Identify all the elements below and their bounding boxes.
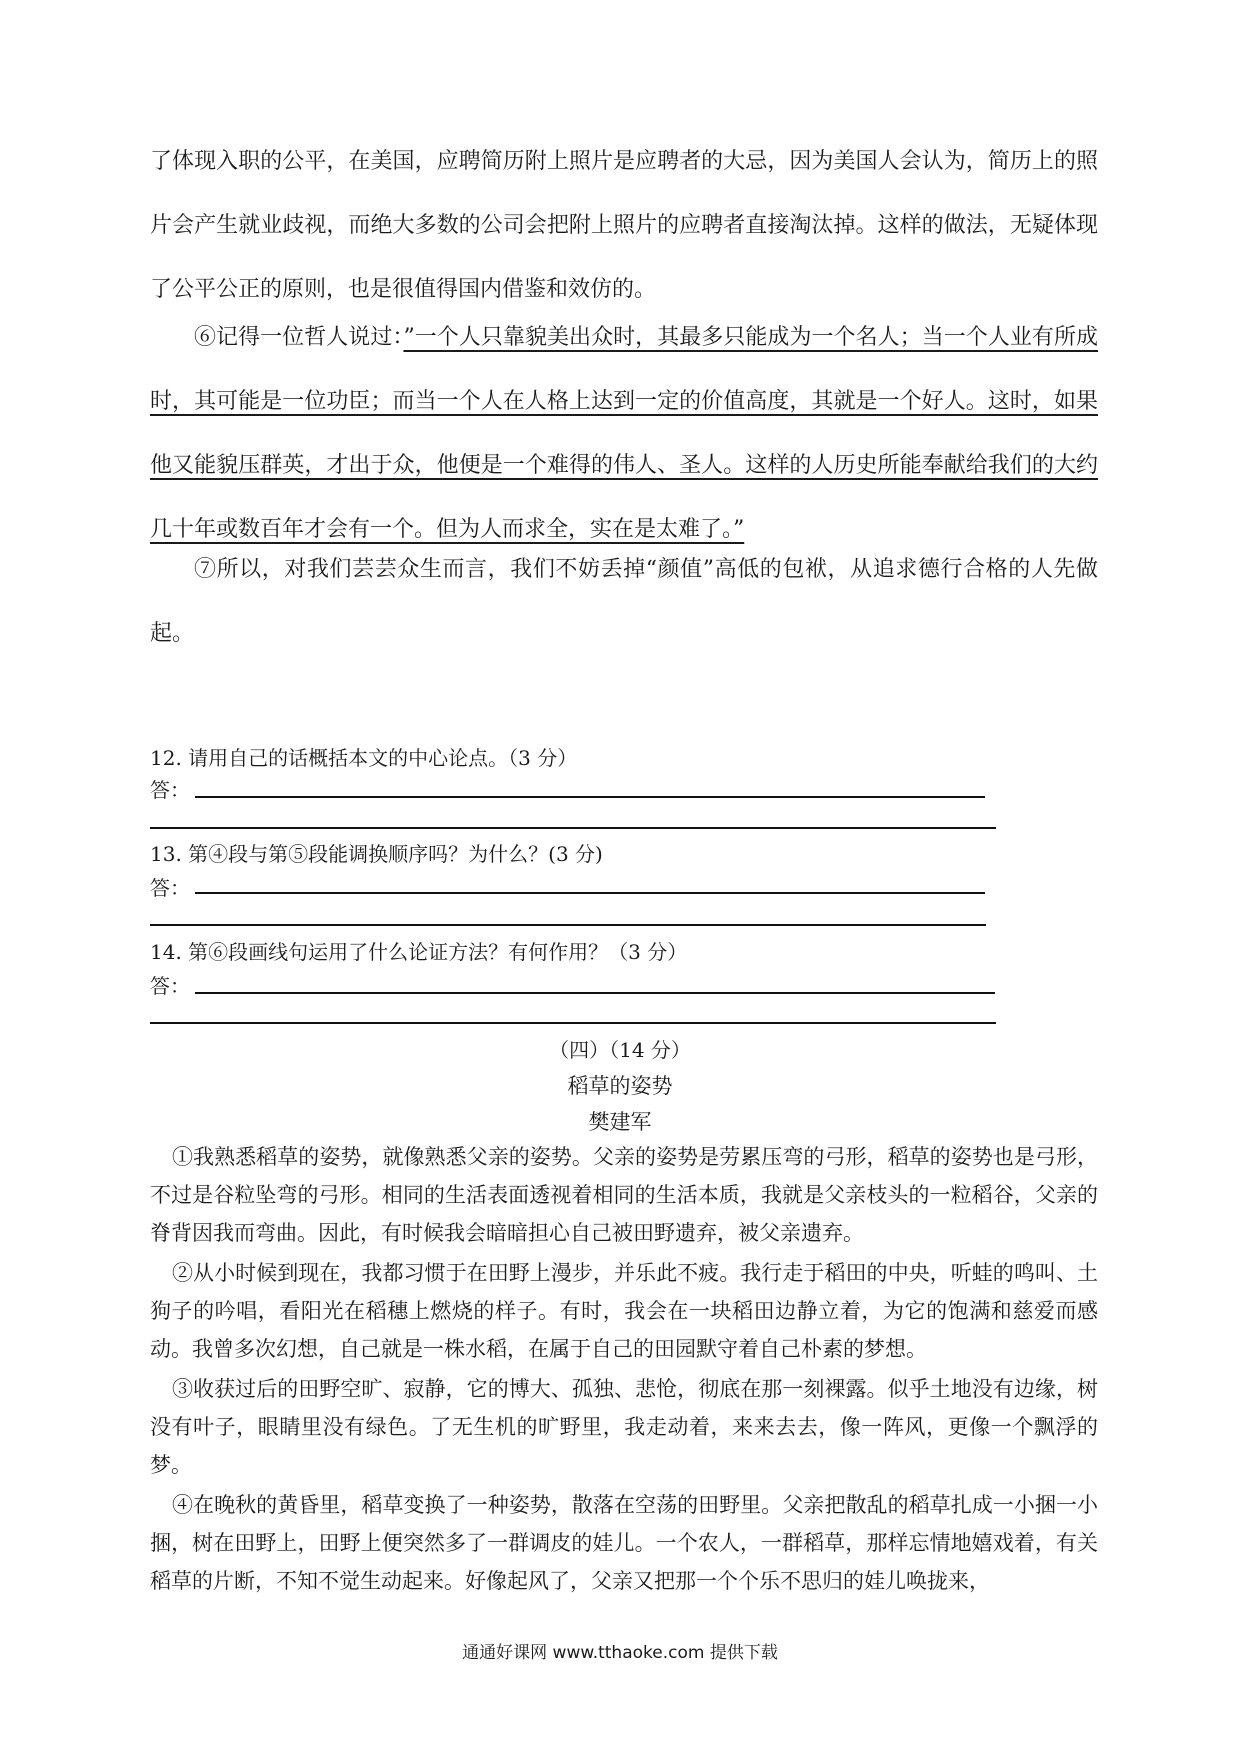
paragraph-6-underlined-quote: ”一个人只靠貌美出众时，其最多只能成为一个名人；当一个人业有所成时，其可能是一位功臣；而当一个人在人格上达到一定的价值高度，其就是一个好人。这时，如果他又能貌压群英，才出于众，他便是一个难得的伟人、圣人。这样的人历史所能奉献给我们的大约几十年或数百年才会有一个。但为人而求全，实在是太难了。” <box>150 325 1098 542</box>
question-13-answer-line-2[interactable] <box>150 924 986 926</box>
question-12: 12. 请用自己的话概括本文的中心论点。（3 分） <box>150 746 578 770</box>
question-12-answer-line-1[interactable] <box>195 796 985 798</box>
paragraph-6-lead: ⑥记得一位哲人说过： <box>194 325 404 350</box>
question-14-answer-line-1[interactable] <box>195 992 995 994</box>
page-footer: 通通好课网 www.tthaoke.com 提供下载 <box>462 1643 778 1663</box>
article-paragraph-3: ③收获过后的田野空旷、寂静，它的博大、孤独、悲怆，彻底在那一刻裸露。似乎土地没有边缘，树没有叶子，眼睛里没有绿色。了无生机的旷野里，我走动着，来来去去，像一阵风，更像一个飘浮的梦。 <box>150 1377 1098 1477</box>
section-4-header: （四）（14 分） <box>549 1038 691 1062</box>
article-paragraph-2: ②从小时候到现在，我都习惯于在田野上漫步，并乐此不疲。我行走于稻田的中央，听蛙的鸣叫、土狗子的吟唱，看阳光在稻穗上燃烧的样子。有时，我会在一块稻田边静立着，为它的饱满和慈爱而感动。我曾多次幻想，自己就是一株水稻，在属于自己的田园默守着自己朴素的梦想。 <box>150 1261 1098 1361</box>
article-paragraph-1: ①我熟悉稻草的姿势，就像熟悉父亲的姿势。父亲的姿势是劳累压弯的弓形，稻草的姿势也是弓形，不过是谷粒坠弯的弓形。相同的生活表面透视着相同的生活本质，我就是父亲枝头的一粒稻谷，父亲的脊背因我而弯曲。因此，有时候我会暗暗担心自己被田野遗弃，被父亲遗弃。 <box>150 1145 1098 1245</box>
question-13: 13. 第④段与第⑤段能调换顺序吗？为什么？(3 分) <box>150 842 603 866</box>
article-title: 稻草的姿势 <box>567 1074 673 1098</box>
article-author: 樊建军 <box>588 1110 652 1134</box>
question-14-answer-label: 答： <box>150 974 190 998</box>
question-12-answer-label: 答： <box>150 778 190 802</box>
question-13-answer-label: 答： <box>150 876 190 900</box>
question-14: 14. 第⑥段画线句运用了什么论证方法？有何作用？（3 分） <box>150 940 688 964</box>
passage-paragraph-7: ⑦所以，对我们芸芸众生而言，我们不妨丢掉“颜值”高低的包袱，从追求德行合格的人先做起。 <box>150 557 1098 646</box>
article-paragraph-4: ④在晚秋的黄昏里，稻草变换了一种姿势，散落在空荡的田野里。父亲把散乱的稻草扎成一小捆一小捆，树在田野上，田野上便突然多了一群调皮的娃儿。一个农人，一群稻草，那样忘情地嬉戏着，有关稻草的片断，不知不觉生动起来。好像起风了，父亲又把那一个个乐不思归的娃儿唤拢来， <box>150 1493 1098 1593</box>
question-14-answer-line-2[interactable] <box>150 1022 996 1024</box>
question-13-answer-line-1[interactable] <box>195 892 985 894</box>
question-12-answer-line-2[interactable] <box>150 827 996 829</box>
passage-paragraph-6 <box>150 306 1098 562</box>
passage-paragraph-5: 了体现入职的公平，在美国，应聘简历附上照片是应聘者的大忌，因为美国人会认为，简历上的照片会产生就业歧视，而绝大多数的公司会把附上照片的应聘者直接淘汰掉。这样的做法，无疑体现了公平公正的原则，也是很值得国内借鉴和效仿的。 <box>150 149 1098 302</box>
